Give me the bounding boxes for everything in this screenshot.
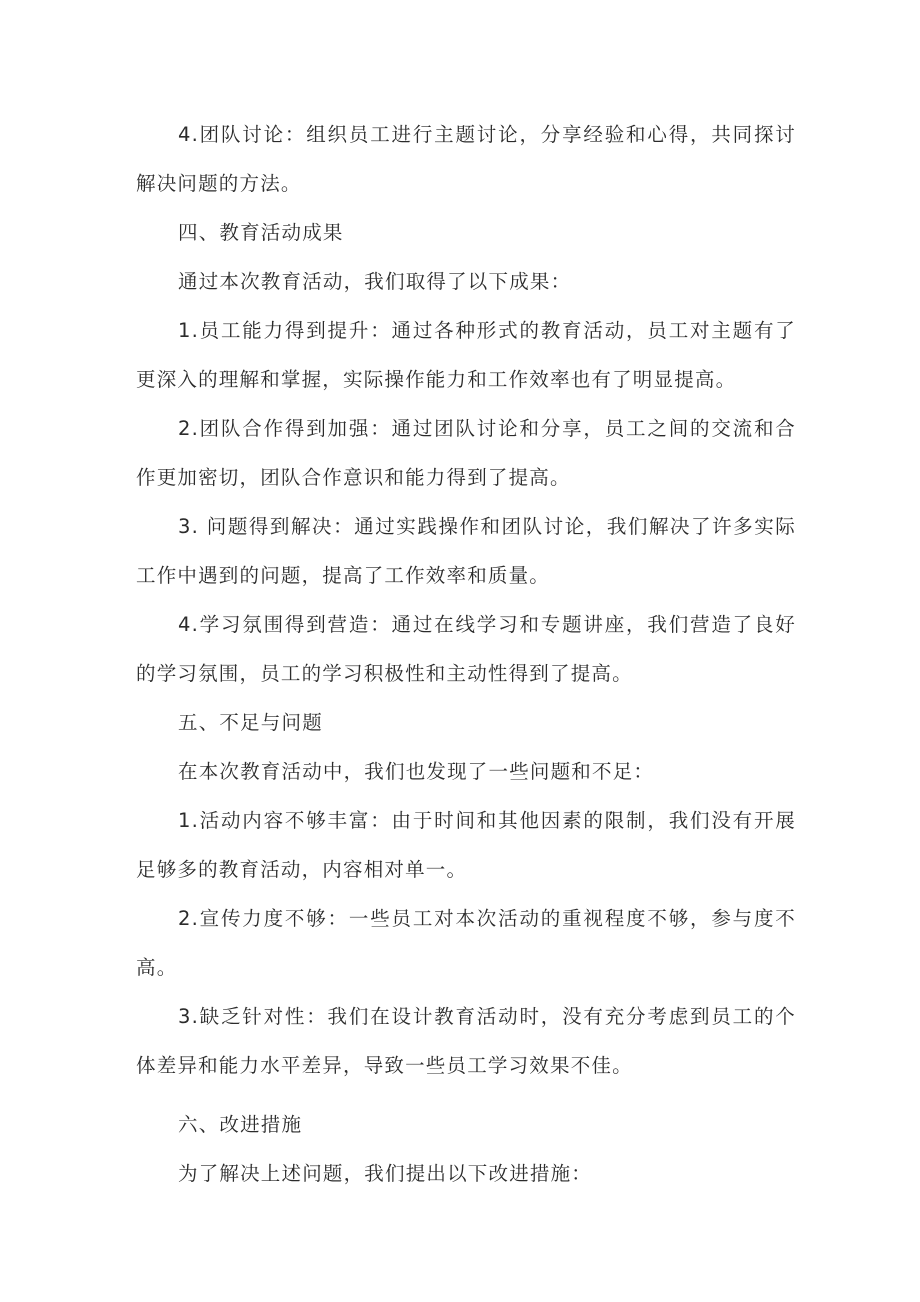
section-heading-improvements: 六、改进措施 [178,1113,303,1136]
paragraph-shortcoming-1: 1.活动内容不够丰富：由于时间和其他因素的限制，我们没有开展足够多的教育活动，内容相对单一。 [136,809,796,881]
paragraph-outcomes-intro: 通过本次教育活动，我们取得了以下成果： [178,270,572,293]
section-heading-outcomes: 四、教育活动成果 [178,221,344,244]
paragraph-shortcoming-3: 3.缺乏针对性：我们在设计教育活动时，没有充分考虑到员工的个体差异和能力水平差异，导致一些员工学习效果不佳。 [136,1005,796,1077]
paragraph-shortcomings-intro: 在本次教育活动中，我们也发现了一些问题和不足： [178,760,655,783]
document-body [136,110,796,1198]
paragraph-outcome-1: 1.员工能力得到提升：通过各种形式的教育活动，员工对主题有了更深入的理解和掌握，实际操作能力和工作效率也有了明显提高。 [136,319,796,391]
paragraph-outcome-2: 2.团队合作得到加强：通过团队讨论和分享，员工之间的交流和合作更加密切，团队合作意识和能力得到了提高。 [136,417,796,489]
section-heading-shortcomings: 五、不足与问题 [178,711,323,734]
paragraph-outcome-3: 3. 问题得到解决：通过实践操作和团队讨论，我们解决了许多实际工作中遇到的问题，提高了工作效率和质量。 [136,515,796,587]
paragraph-shortcoming-2: 2.宣传力度不够：一些员工对本次活动的重视程度不够，参与度不高。 [136,907,796,979]
paragraph-outcome-4: 4.学习氛围得到营造：通过在线学习和专题讲座，我们营造了良好的学习氛围，员工的学习积极性和主动性得到了提高。 [136,613,796,685]
paragraph-team-discussion: 4.团队讨论：组织员工进行主题讨论，分享经验和心得，共同探讨解决问题的方法。 [136,123,796,195]
paragraph-improvements-intro: 为了解决上述问题，我们提出以下改进措施： [178,1162,593,1185]
